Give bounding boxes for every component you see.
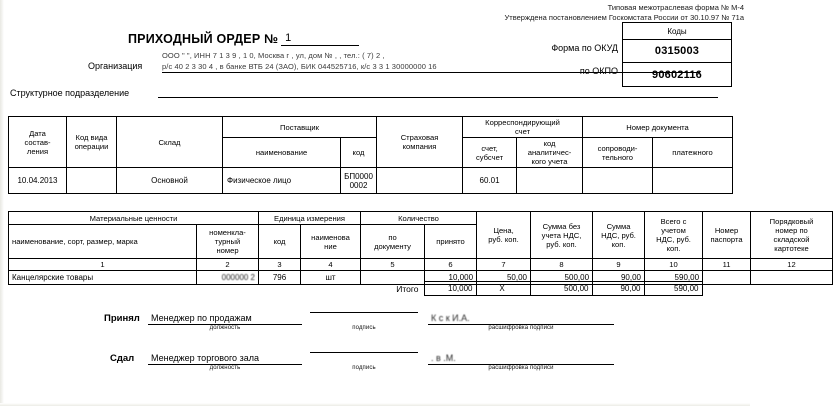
th-passport-l1: Номер [714, 226, 739, 235]
organization-label: Организация [88, 61, 143, 71]
organization-value-field [162, 50, 700, 73]
handed-fullname-field [428, 352, 614, 371]
handed-position-caption: должность [209, 365, 241, 371]
th-supplier-name: наименование [223, 138, 341, 168]
th-passport-l2: паспорта [710, 235, 743, 244]
cell-warehouse: Основной [117, 168, 223, 194]
colnum-6: 6 [425, 259, 477, 271]
th-sumnet-l3: руб. коп. [546, 239, 577, 249]
accepted-fullname-caption: расшифровка подписи [488, 325, 554, 331]
organization-line-2: р/с 40 2 3 30 4 , в банке ВТБ 24 (ЗАО), БИК 044525716, к/с 3 3 1 30000000 16 [162, 62, 437, 71]
handed-signature-caption: подпись [352, 365, 376, 371]
materials-table [8, 211, 833, 285]
cell-material-name: Канцелярские товары [9, 271, 197, 285]
totals-spacer-3 [258, 282, 300, 296]
cell-analytic-code [517, 168, 583, 194]
th-material-name: наименование, сорт, размер, марка [9, 225, 197, 259]
subdivision-value-field [158, 97, 718, 98]
cell-supplier-name: Физическое лицо [223, 168, 341, 194]
th-unit-code: код [259, 225, 301, 259]
table-row [9, 168, 733, 194]
th-card-l4: картотеке [774, 244, 809, 253]
accepted-signature-caption: подпись [352, 325, 376, 331]
accepted-signature-field [310, 312, 418, 331]
column-number-row [9, 259, 833, 271]
th-nomen-l2: турный [214, 237, 241, 246]
colnum-5: 5 [361, 259, 425, 271]
cell-price: 50,00 [477, 271, 531, 285]
accepted-by-label: Принял [104, 313, 140, 324]
cell-supplier-code-l1: БП0000 [344, 171, 373, 181]
totals-spacer-4 [300, 282, 360, 296]
cell-unit-code: 796 [259, 271, 301, 285]
cell-insurance [377, 168, 463, 194]
document-number: 1 [281, 32, 359, 46]
th-corr-l1: Корреспондирующий [485, 118, 560, 127]
th-analytic-l1: код [543, 139, 556, 148]
form-legend-line1: Типовая межотраслевая форма № М-4 [607, 3, 744, 12]
th-accomp-l1: сопроводи- [597, 143, 638, 153]
handed-by-label: Сдал [110, 353, 135, 364]
totals-row-table [8, 281, 832, 296]
cell-supplier-code [341, 168, 377, 194]
okud-value: 0315003 [654, 45, 700, 57]
cell-account-subaccount: 60.01 [463, 168, 517, 194]
th-price-l2: руб. коп. [488, 235, 519, 244]
colnum-11: 11 [703, 259, 751, 271]
totals-spacer-6 [750, 282, 832, 296]
th-sumvat-l2: НДС, руб. [601, 230, 636, 240]
th-analytic-code [517, 138, 583, 168]
th-sum-vat [593, 212, 645, 259]
th-warehouse: Склад [117, 117, 223, 168]
th-price-l1: Цена, [493, 226, 514, 235]
th-account-subaccount [463, 138, 517, 168]
th-card-l2: номер по [775, 226, 808, 235]
th-card-l3: складской [773, 235, 810, 244]
totals-qty-accepted: 10,000 [424, 282, 476, 296]
th-qtydoc-l2: документу [374, 241, 411, 251]
cell-sum-vat: 90,00 [593, 271, 645, 285]
cell-total-with-vat: 590,00 [645, 271, 703, 285]
th-total-l2: учетом [661, 226, 686, 235]
cell-qty-accepted: 10,000 [425, 271, 477, 285]
th-total-l1: Всего с [660, 217, 687, 226]
th-payment-doc: платежного [653, 138, 733, 168]
totals-total-with-vat: 590,00 [644, 282, 702, 296]
subdivision-label: Структурное подразделение [10, 88, 130, 98]
th-qty-by-document [361, 225, 425, 259]
totals-spacer-5 [702, 282, 750, 296]
cell-accompanying-doc [583, 168, 653, 194]
th-material-values-group: Материальные ценности [9, 212, 259, 225]
codes-header-label: Коды [667, 26, 687, 36]
header-details-table [8, 116, 733, 194]
accepted-position-caption: должность [209, 325, 241, 331]
th-date [9, 117, 67, 168]
th-insurance-l1: Страховая [400, 133, 439, 142]
colnum-1: 1 [9, 259, 197, 271]
totals-row [8, 282, 832, 296]
th-date-l3: ления [26, 146, 49, 156]
th-sumvat-l1: Сумма [606, 221, 631, 231]
th-passport-number [703, 212, 751, 259]
colnum-7: 7 [477, 259, 531, 271]
th-operation-code [67, 117, 117, 168]
th-total-l3: НДС, руб. [656, 235, 691, 244]
colnum-4: 4 [301, 259, 361, 271]
th-corr-l2: счет [514, 127, 531, 136]
th-sumvat-l3: коп. [611, 239, 626, 249]
totals-price: X [476, 282, 530, 296]
accepted-position-value: Менеджер по продажам [151, 313, 252, 323]
accepted-fullname-field [428, 312, 614, 331]
form-legend-line2: Утверждена постановлением Госкомстата России от 30.10.97 № 71а [504, 13, 744, 22]
th-opcode-l2: операции [74, 142, 109, 151]
th-quantity-group: Количество [361, 212, 477, 225]
totals-sum-net: 500,00 [530, 282, 592, 296]
organization-line-1: ООО " ", ИНН 7 1 3 9 , 1 0, Москва г , ул, дом № , , тел.: ( 7) 2 , [162, 51, 385, 60]
accepted-fullname-value: К с к И.А. [431, 313, 470, 323]
form-legend [224, 3, 744, 23]
th-total-with-vat [645, 212, 703, 259]
th-supplier-code: код [341, 138, 377, 168]
th-card-l1: Порядковый [769, 217, 814, 226]
th-unitname-l2: ние [324, 241, 337, 251]
totals-label: Итого [396, 283, 419, 294]
th-sumnet-l1: Сумма без [542, 221, 581, 231]
cell-operation-code [67, 168, 117, 194]
th-insurance-l2: компания [402, 142, 437, 151]
colnum-12: 12 [751, 259, 833, 271]
okpo-label: по ОКПО [579, 66, 618, 76]
th-document-number-group: Номер документа [583, 117, 733, 138]
th-corresponding-account-group [463, 117, 583, 138]
totals-sum-vat: 90,00 [592, 282, 644, 296]
handed-position-field [148, 352, 302, 371]
okpo-value: 90602116 [652, 68, 702, 81]
th-qtydoc-l1: по [388, 232, 397, 242]
th-sum-net [531, 212, 593, 259]
page-title [128, 32, 359, 46]
handed-fullname-caption: расшифровка подписи [488, 365, 554, 371]
cell-date: 10.04.2013 [9, 168, 67, 194]
colnum-10: 10 [645, 259, 703, 271]
cell-nomenclature-number: 000000 2 [197, 271, 259, 285]
handed-signature-field [310, 352, 418, 371]
th-analytic-l2: аналитичес- [527, 148, 572, 157]
th-accompanying-doc [583, 138, 653, 168]
th-supplier-group: Поставщик [223, 117, 377, 138]
codes-header-row [623, 23, 731, 40]
th-nomen-l3: номер [216, 246, 239, 255]
th-acct-l1: счет, [481, 143, 498, 153]
okud-label: Форма по ОКУД [551, 43, 618, 53]
th-sumnet-l2: учета НДС, [541, 230, 582, 240]
th-unit-group: Единица измерения [259, 212, 361, 225]
th-qty-accepted: принято [425, 225, 477, 259]
th-analytic-l3: кого учета [531, 157, 568, 166]
th-price [477, 212, 531, 259]
accepted-position-field [148, 312, 302, 331]
th-acct-l2: субсчет [475, 152, 504, 162]
totals-spacer-2 [196, 282, 258, 296]
cell-sum-net: 500,00 [531, 271, 593, 285]
th-nomen-l1: номенкла- [209, 228, 246, 237]
th-unit-name [301, 225, 361, 259]
th-date-l1: Дата [29, 128, 46, 138]
handed-fullname-value: . в .М. [431, 353, 456, 363]
th-opcode-l1: Код вида [75, 133, 108, 142]
totals-spacer-1 [8, 282, 196, 296]
colnum-3: 3 [259, 259, 301, 271]
colnum-9: 9 [593, 259, 645, 271]
cell-supplier-code-l2: 0002 [349, 180, 368, 190]
handed-position-value: Менеджер торгового зала [151, 353, 259, 363]
th-unitname-l1: наименова [311, 232, 350, 242]
th-insurance [377, 117, 463, 168]
cell-payment-doc [653, 168, 733, 194]
cell-unit-name: шт [301, 271, 361, 285]
th-card-index-number [751, 212, 833, 259]
th-nomenclature-number [197, 225, 259, 259]
th-total-l4: коп. [666, 244, 681, 253]
colnum-8: 8 [531, 259, 593, 271]
page-title-text: ПРИХОДНЫЙ ОРДЕР № [128, 32, 279, 46]
th-date-l2: состав- [24, 137, 51, 147]
colnum-2: 2 [197, 259, 259, 271]
th-accomp-l2: тельного [602, 152, 634, 162]
